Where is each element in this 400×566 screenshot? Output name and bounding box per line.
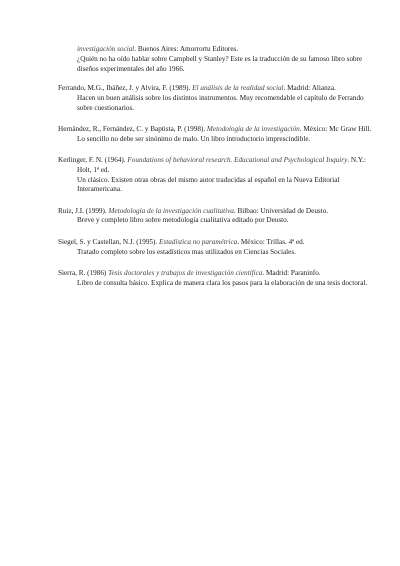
reference-citation [58, 84, 376, 94]
continued-note: ¿Quién no ha oído hablar sobre Campbell y Stanley? Este es la traducción de su famoso libro sobre diseños experimentales del año 1966. [77, 54, 363, 73]
reference-entry [58, 238, 376, 258]
reference-title: Metodología de la investigación [206, 124, 300, 133]
reference-entry [58, 125, 376, 145]
reference-citation [58, 125, 376, 135]
reference-entry [58, 84, 376, 113]
reference-entry [58, 207, 376, 227]
reference-authors: Siegel, S. y Castellan, N.J. (1995). [58, 237, 160, 246]
reference-publisher: . Madrid: Paraninfo. [262, 268, 321, 277]
reference-title: Metodología de la investigación cualitativa [108, 206, 234, 215]
reference-entry [58, 156, 376, 195]
reference-authors: Hernández, R., Fernández, C. y Baptista, P. (1998). [58, 124, 207, 133]
reference-citation [58, 238, 376, 248]
reference-note: Tratado completo sobre los estadísticos mas utilizados en Ciencias Sociales. [77, 247, 296, 256]
reference-publisher: . México: Trillas. 4ª ed. [237, 237, 305, 246]
reference-note: Libro de consulta básico. Explica de manera clara los pasos para la elaboración de una tesis doctoral. [77, 278, 368, 287]
continued-reference [77, 45, 377, 74]
continued-citation [77, 45, 377, 55]
reference-entry [58, 269, 376, 289]
reference-citation [58, 269, 376, 279]
reference-title: Foundations of behavioral research. Educational and Psychological Inquiry [127, 155, 348, 164]
reference-note: Hacen un buen análisis sobre los distintos instrumentos. Muy recomendable el capítulo de Ferrando sobre cuestionarios. [77, 93, 364, 112]
reference-citation [58, 207, 376, 217]
reference-title: Estadística no paramétrica [159, 237, 238, 246]
reference-citation [58, 156, 376, 176]
reference-note: Un clásico. Existen otras obras del mismo autor traducidas al español en la Nueva Editorial Interamericana. [77, 175, 340, 194]
reference-note: Breve y completo libro sobre metodología cualitativa editado por Deusto. [77, 216, 289, 225]
reference-authors: Kerlinger, F. N. (1964). [58, 155, 128, 164]
reference-publisher: . N.Y.: Holt, 1ª ed. [77, 155, 366, 174]
reference-title: El análisis de la realidad social [192, 84, 284, 92]
continued-title: investigación social [77, 45, 135, 53]
reference-authors: Ruiz, J.I. (1999). [58, 206, 109, 215]
reference-publisher: . México: Mc Graw Hill. [299, 124, 372, 133]
reference-title: Tesis doctorales y trabajos de investigación científica [108, 268, 263, 277]
reference-authors: Ferrando, M.G., Ibáñez, J. y Alvira, F. (1989). [58, 84, 193, 92]
reference-authors: Sierra, R. (1986) [58, 268, 109, 277]
reference-publisher: . Madrid: Alianza. [283, 84, 336, 92]
continued-publisher: . Buenos Aires: Amorrortu Editores. [134, 45, 239, 53]
reference-list [58, 84, 376, 300]
reference-publisher: . Bilbao: Universidad de Deusto. [233, 206, 329, 215]
reference-note: Lo sencillo no debe ser sinónimo de malo. Un libro introductorio imprescindible. [77, 134, 311, 143]
